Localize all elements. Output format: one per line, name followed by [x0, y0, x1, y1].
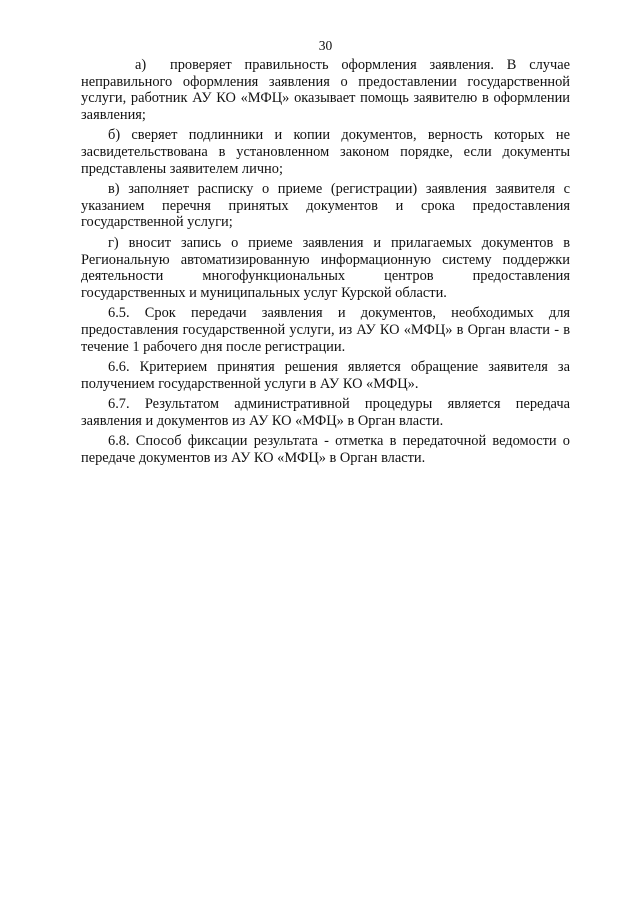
- paragraph-b: б) сверяет подлинники и копии документов, верность которых не засвидетельствована в установленном законом порядке, если документы представлены заявителем лично;: [81, 127, 570, 177]
- paragraph-g: г) вносит запись о приеме заявления и прилагаемых документов в Региональную автоматизированную информационную систему поддержки деятельности многофункциональных центров предоставления государственных и муниципальных услуг Курской области.: [81, 234, 570, 301]
- paragraph-6-8: 6.8. Способ фиксации результата - отметка в передаточной ведомости о передаче документов из АУ КО «МФЦ» в Орган власти.: [81, 433, 570, 467]
- paragraph-6-6: 6.6. Критерием принятия решения является обращение заявителя за получением государственной услуги в АУ КО «МФЦ».: [81, 359, 570, 392]
- paragraph-6-5: 6.5. Срок передачи заявления и документов, необходимых для предоставления государственной услуги, из АУ КО «МФЦ» в Орган власти - в течение 1 рабочего дня после регистрации.: [81, 305, 570, 355]
- paragraph-6-7: 6.7. Результатом административной процедуры является передача заявления и документов из АУ КО «МФЦ» в Орган власти.: [81, 396, 570, 429]
- paragraph-a: [81, 57, 570, 123]
- page-number: 30: [318, 38, 333, 53]
- paragraph-v: в) заполняет расписку о приеме (регистрации) заявления заявителя с указанием перечня принятых документов и срока предоставления государственной услуги;: [81, 181, 570, 231]
- paragraph-a-label: а): [135, 57, 147, 73]
- paragraph-a-text: проверяет правильность оформления заявления. В случае неправильного оформления заявления о предоставлении государственной услуги, работник АУ КО «МФЦ» оказывает помощь заявителю в оформлении заявления;: [81, 57, 570, 123]
